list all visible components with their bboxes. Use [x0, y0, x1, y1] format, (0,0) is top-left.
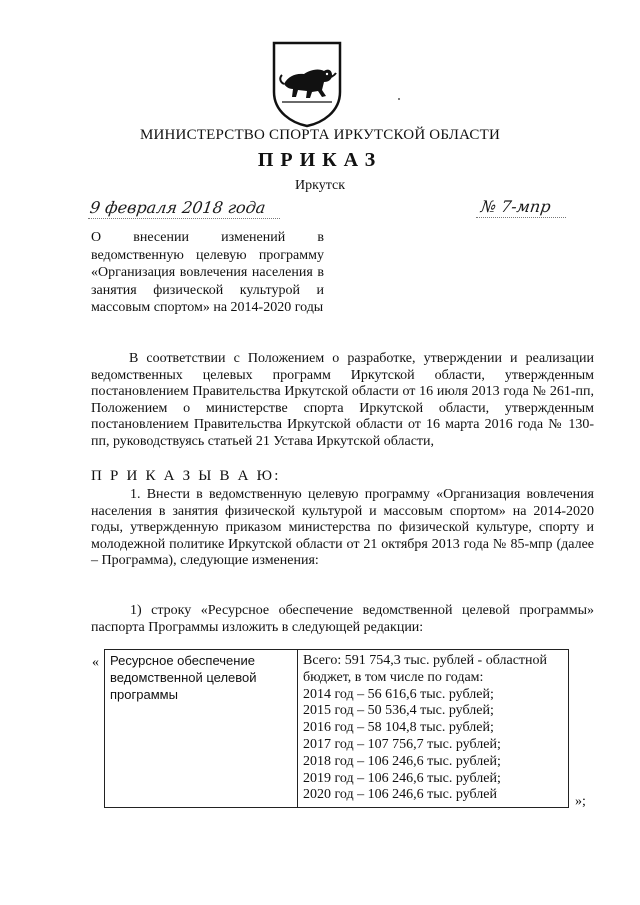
- number-underline: [476, 217, 566, 218]
- funding-year-line: 2014 год – 56 616,6 тыс. рублей;: [303, 686, 494, 702]
- preamble-paragraph: В соответствии с Положением о разработке, утверждении и реализации ведомственных целевых программ Иркутской области, утвержденным постановлением Правительства Иркутской области от 16 июля 2013 года № 261-пп, Положением о министерстве спорта Иркутской области, утвержденным постановлением Правительства Иркутской области от 16 марта 2016 года № 130-пп, руководствуясь статьей 21 Устава Иркутской области,: [91, 351, 594, 449]
- table-close-quote: »;: [575, 794, 586, 809]
- funding-year-line: 2017 год – 107 756,7 тыс. рублей;: [303, 736, 501, 752]
- table-open-quote: «: [92, 655, 99, 670]
- order-subject: О внесении изменений в ведомственную целевую программу «Организация вовлечения населения в занятия физической культурой и массовым спортом» на 2014-2020 годы: [91, 230, 324, 316]
- clause-1-paragraph: 1. Внести в ведомственную целевую программу «Организация вовлечения населения в занятия физической культурой и массовым спортом» на 2014-2020 годы, утвержденную приказом министерства по физической культуре, спорту и молодежной политике Иркутской области от 21 октября 2013 года № 85-мпр (далее – Программа), следующие изменения:: [91, 487, 594, 568]
- funding-year-line: 2015 год – 50 536,4 тыс. рублей;: [303, 703, 494, 719]
- handwritten-order-number: № 7-мпр: [479, 197, 552, 216]
- ministry-name: МИНИСТЕРСТВО СПОРТА ИРКУТСКОЙ ОБЛАСТИ: [139, 127, 501, 143]
- irkutsk-coat-of-arms-icon: [270, 40, 344, 128]
- resource-label-cell: Ресурсное обеспечение ведомственной целевой программы: [105, 650, 298, 808]
- funding-total-line: Всего: 591 754,3 тыс. рублей - областной бюджет, в том числе по годам:: [303, 653, 548, 685]
- scan-speck: [398, 98, 400, 100]
- handwritten-date: 9 февраля 2018 года: [88, 198, 267, 217]
- date-underline: [88, 218, 280, 219]
- document-type-title: ПРИКАЗ: [257, 149, 383, 171]
- order-directive-heading: П Р И К А З Ы В А Ю:: [91, 468, 281, 484]
- resource-table: [104, 649, 569, 808]
- city-name: Иркутск: [294, 178, 346, 193]
- funding-year-line: 2018 год – 106 246,6 тыс. рублей;: [303, 753, 501, 769]
- subclause-1-paragraph: 1) строку «Ресурсное обеспечение ведомственной целевой программы» паспорта Программы изложить в следующей редакции:: [91, 603, 594, 635]
- resource-values-cell: [298, 650, 569, 808]
- funding-year-line: 2016 год – 58 104,8 тыс. рублей;: [303, 720, 494, 736]
- funding-year-line: 2020 год – 106 246,6 тыс. рублей: [303, 787, 497, 803]
- funding-year-line: 2019 год – 106 246,6 тыс. рублей;: [303, 770, 501, 786]
- table-row: [105, 650, 569, 808]
